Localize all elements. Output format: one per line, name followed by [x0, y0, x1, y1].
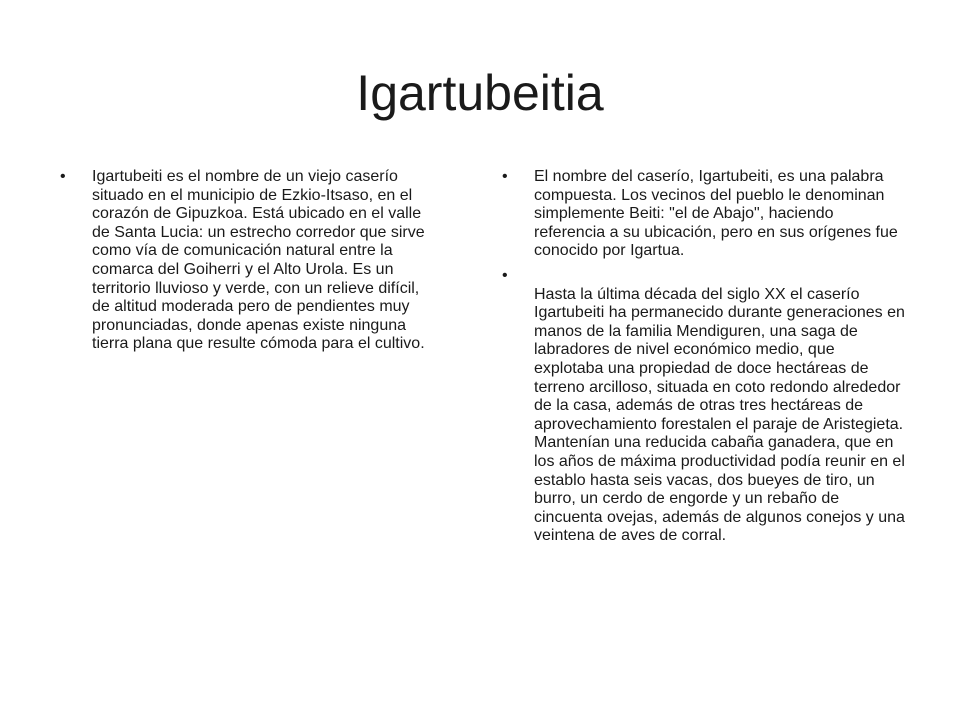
slide-title: Igartubeitia: [356, 65, 604, 121]
bullet-item: [500, 267, 908, 546]
bullet-icon: •: [502, 266, 508, 284]
bullet-icon: •: [502, 168, 508, 185]
left-bullet-list: [58, 168, 438, 354]
bullet-item: [500, 168, 908, 261]
bullet-icon: •: [60, 168, 66, 185]
bullet-text: Hasta la última década del siglo XX el caserío Igartubeiti ha permanecido durante generaciones en manos de la familia Mendiguren, una saga de labradores de nivel económico medio, que explotaba una propiedad de doce hectáreas de terreno arcilloso, situada en coto redondo alrededor de la casa, además de otras tres hectáreas de aprovechamiento forestalen el paraje de Aristegieta. Mantenían una reducida cabaña ganadera, que en los años de máxima productividad podía reunir en el establo hasta seis vacas, dos bueyes de tiro, un burro, un cerdo de engorde y un rebaño de cincuenta ovejas, además de algunos conejos y una veintena de aves de corral.: [534, 285, 905, 545]
left-column: [58, 168, 438, 360]
bullet-text: Igartubeiti es el nombre de un viejo caserío situado en el municipio de Ezkio-Itsaso, en el corazón de Gipuzkoa. Está ubicado en el valle de Santa Lucia: un estrecho corredor que sirve como vía de comunicación natural entre la comarca del Goiherri y el Alto Urola. Es un territorio lluvioso y verde, con un relieve difícil, de altitud moderada pero de pendientes muy pronunciadas, donde apenas existe ninguna tierra plana que resulte cómoda para el cultivo.: [92, 168, 425, 353]
bullet-spacer: [534, 267, 908, 286]
bullet-item: [58, 168, 438, 354]
bullet-text: El nombre del caserío, Igartubeiti, es una palabra compuesta. Los vecinos del pueblo le denominan simplemente Beiti: "el de Abajo", haciendo referencia a su ubicación, pero en sus orígenes fue conocido por Igartua.: [534, 168, 898, 260]
right-bullet-list: [500, 168, 908, 546]
right-column: [500, 168, 908, 552]
